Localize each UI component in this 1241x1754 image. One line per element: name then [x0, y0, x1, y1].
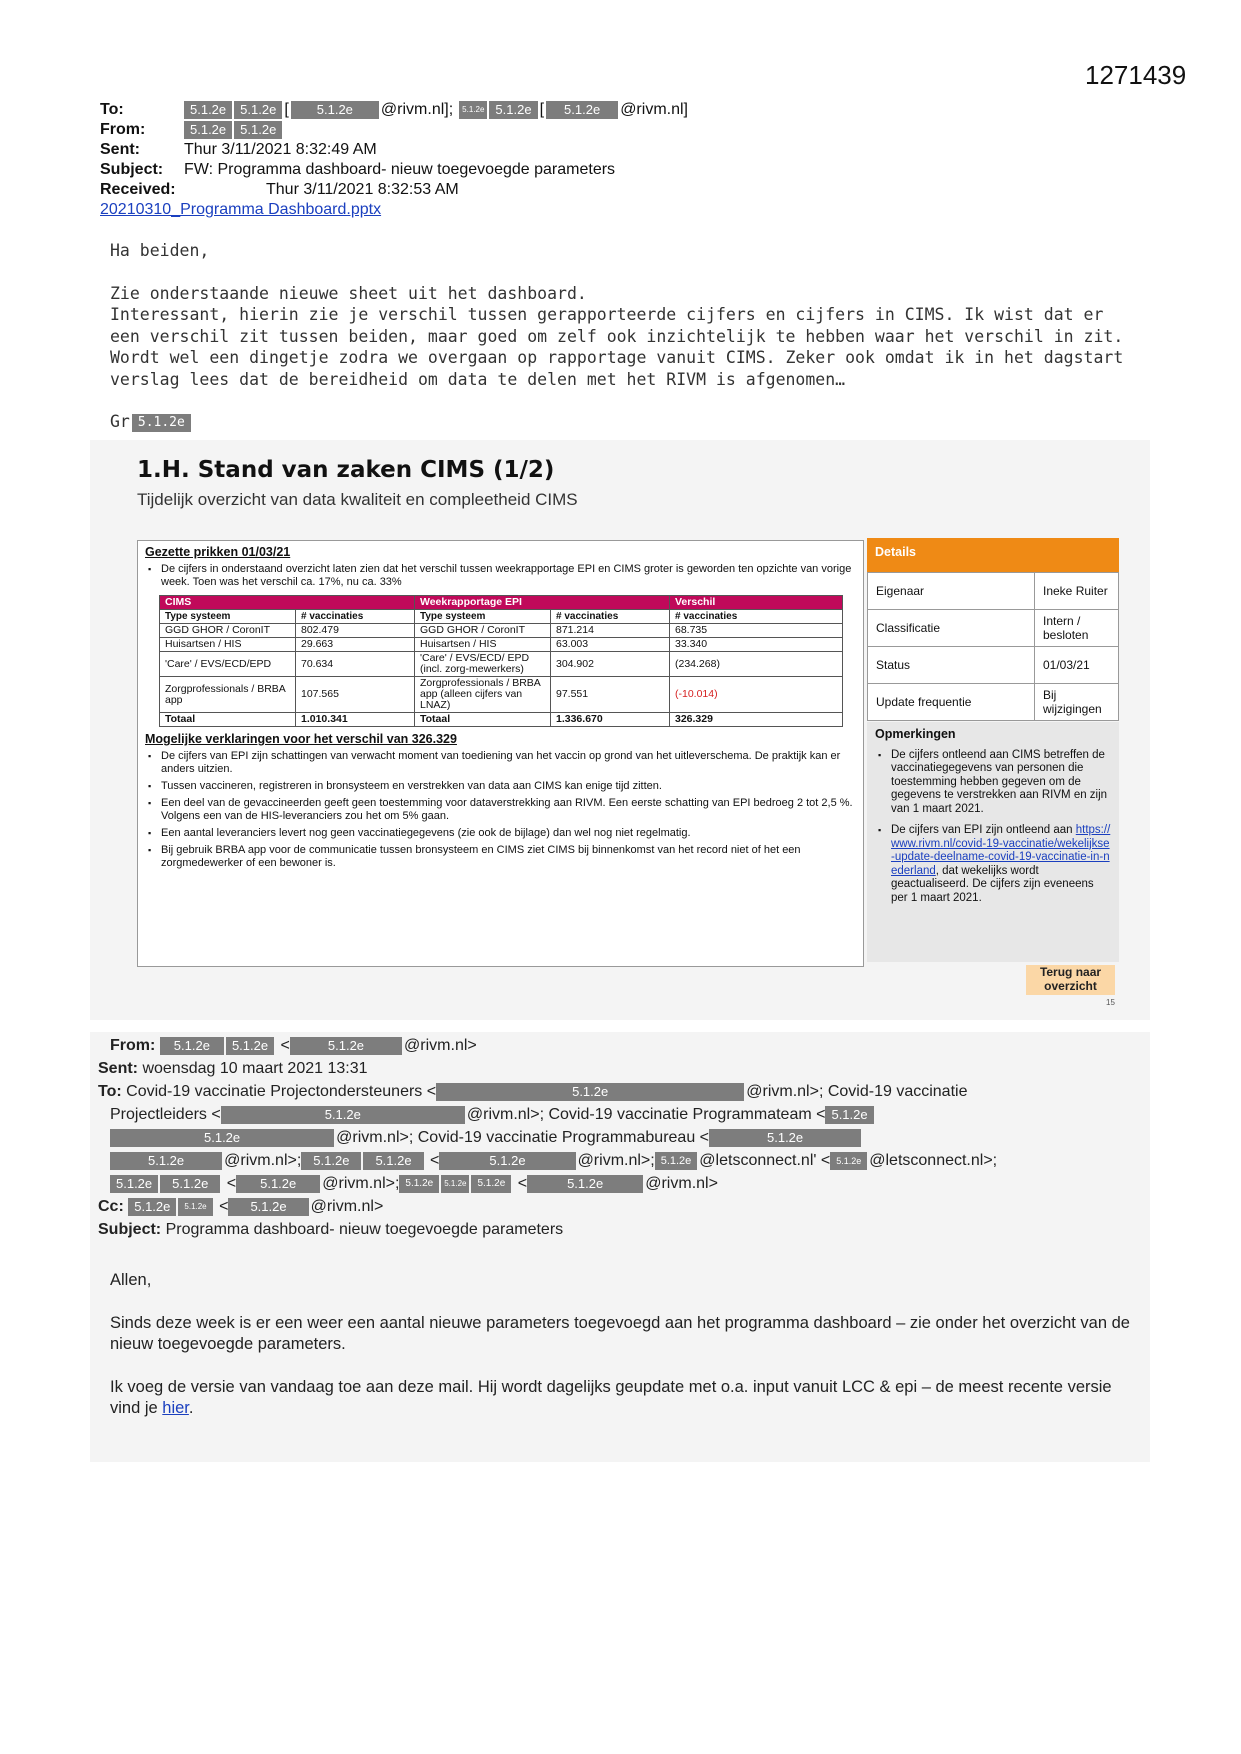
- details-panel: [867, 538, 1119, 721]
- details-value: Bij wijzigingen: [1035, 684, 1119, 721]
- slide-title: 1.H. Stand van zaken CIMS (1/2): [137, 457, 555, 483]
- table-row: [160, 624, 843, 638]
- redaction: 5.1.2e: [221, 1106, 465, 1124]
- redaction: 5.1.2e: [489, 101, 537, 119]
- table-cell: 'Care' / EVS/ECD/ EPD (incl. zorg-mewerkers): [415, 652, 551, 677]
- table-cell: 1.010.341: [296, 713, 415, 727]
- table-cell: 97.551: [551, 677, 670, 713]
- fwd-subject-label: Subject:: [98, 1221, 162, 1238]
- rivm-link[interactable]: https://www.rivm.nl/covid-19-vaccinatie/wekelijkse-update-deelname-covid-19-vaccinatie-in-nederland: [891, 824, 1111, 877]
- greeting: Allen,: [110, 1271, 152, 1289]
- details-row: [868, 573, 1119, 610]
- redaction: 5.1.2e: [228, 1198, 308, 1216]
- attachment-row: [100, 200, 688, 220]
- table-cell-negative: (-10.014): [670, 677, 843, 713]
- redaction: 5.1.2e: [655, 1152, 698, 1170]
- table-sub-header: Type systeem: [415, 610, 551, 624]
- redaction: 5.1.2e: [363, 1152, 423, 1170]
- redaction: 5.1.2e: [830, 1152, 867, 1170]
- subject-row: [100, 160, 688, 180]
- details-value: 01/03/21: [1035, 647, 1119, 684]
- explanation-bullet: ▪ Bij gebruik BRBA app voor de communicatie tussen bronsysteem en CIMS ziet CIMS bij binnenkomst van het record niet of het een zorgmedewerker of een bewoner is.: [145, 844, 856, 870]
- forwarded-header: From: 5.1.2e 5.1.2e < 5.1.2e @rivm.nl> Sent: woensdag 10 maart 2021 13:31 To: Covid-19 vaccinatie Projectondersteuners < 5.1.2e @rivm.nl>; Covid-19 vaccinatie Projectleiders < 5.1.2e @rivm.nl>; Covid-19 vaccinatie Programmateam < 5.1.2e 5.1.2e @rivm.nl>; Covid-19 vaccinatie Programmabureau < 5.1.2e 5.1.2e @rivm.nl>; 5.1.2e 5.1.2e < 5.1.2e @rivm.nl>; 5.1.2e @letsconnect.nl' < 5.1.2e @letsconnect.nl>; 5.1.2e 5.1.2e < 5.1.2e @rivm.nl>; 5.1.2e 5.1.2e 5.1.2e < 5.1.2e @rivm.nl> Cc: 5.1.2e 5.1.2e < 5.1.2e @rivm.nl> Subject: Programma dashboard- nieuw toegevoegde parameters: [98, 1034, 997, 1241]
- sent-value: Thur 3/11/2021 8:32:49 AM: [184, 141, 377, 158]
- redaction: 5.1.2e: [110, 1152, 222, 1170]
- body-paragraph: Sinds deze week is er een weer een aantal nieuwe parameters toegevoegd aan het programma dashboard – zie onder het overzicht van de nieuw toegevoegde parameters.: [110, 1313, 1130, 1353]
- details-value: Ineke Ruiter: [1035, 573, 1119, 610]
- table-cell: 326.329: [670, 713, 843, 727]
- from-row: [100, 120, 688, 140]
- body-paragraph: Zie onderstaande nieuwe sheet uit het dashboard.: [110, 283, 587, 303]
- details-row: [868, 610, 1119, 647]
- details-heading: Details: [867, 538, 1119, 572]
- redaction: 5.1.2e: [439, 1152, 575, 1170]
- explanation-bullet: ▪ Een deel van de gevaccineerden geeft geen toestemming voor dataverstrekking aan RIVM. Een eerste schatting van EPI bedroeg 2 tot 2,5 %. Volgens een van de HIS-leveranciers zou het om 5% gaan.: [145, 797, 856, 823]
- redaction: 5.1.2e: [160, 1175, 220, 1193]
- explanation-bullet: ▪ De cijfers van EPI zijn schattingen van verwacht moment van toediening van het vaccin op grond van het uitleverschema. De praktijk kan er anders uitzien.: [145, 750, 856, 776]
- to-address: @rivm.nl];: [380, 101, 454, 118]
- table-cell: Totaal: [415, 713, 551, 727]
- redaction: 5.1.2e: [110, 1129, 334, 1147]
- table-group-header: Verschil: [670, 596, 843, 610]
- redaction: 5.1.2e: [178, 1198, 212, 1216]
- terug-naar-overzicht-button[interactable]: Terug naar overzicht: [1026, 965, 1115, 995]
- redaction: 5.1.2e: [709, 1129, 861, 1147]
- redaction: 5.1.2e: [234, 101, 282, 119]
- table-cell: GGD GHOR / CoronIT: [160, 624, 296, 638]
- redaction: 5.1.2e: [184, 121, 232, 139]
- redaction: 5.1.2e: [527, 1175, 643, 1193]
- redaction: 5.1.2e: [184, 101, 232, 119]
- redaction: 5.1.2e: [226, 1037, 274, 1055]
- redaction: 5.1.2e: [234, 121, 282, 139]
- opmerkingen-panel: [867, 722, 1119, 962]
- fwd-from-label: From:: [110, 1037, 156, 1054]
- redaction: 5.1.2e: [459, 101, 487, 119]
- details-key: Status: [868, 647, 1035, 684]
- to-address: @rivm.nl]: [620, 101, 688, 118]
- details-value: Intern / besloten: [1035, 610, 1119, 647]
- received-row: [100, 180, 688, 200]
- fwd-subject-row: [98, 1218, 997, 1241]
- forwarded-body: [110, 1270, 1130, 1441]
- details-key: Eigenaar: [868, 573, 1035, 610]
- comparison-table: [159, 595, 843, 727]
- slide-subtitle: Tijdelijk overzicht van data kwaliteit en compleetheid CIMS: [137, 490, 578, 509]
- redaction: 5.1.2e: [110, 1175, 158, 1193]
- redaction: 5.1.2e: [290, 1037, 402, 1055]
- table-sub-header: # vaccinaties: [670, 610, 843, 624]
- table-cell: 304.902: [551, 652, 670, 677]
- attachment-link[interactable]: 20210310_Programma Dashboard.pptx: [100, 201, 382, 218]
- to-row: To: 5.1.2e 5.1.2e [ 5.1.2e @rivm.nl]; 5.1.2e 5.1.2e [ 5.1.2e @rivm.nl]: [100, 101, 688, 118]
- signoff: Gr 5.1.2e: [110, 411, 1130, 433]
- to-label: To:: [100, 101, 124, 118]
- fwd-cc-label: Cc:: [98, 1198, 124, 1215]
- details-key: Classificatie: [868, 610, 1035, 647]
- table-cell: 29.663: [296, 638, 415, 652]
- fwd-subject-value: Programma dashboard- nieuw toegevoegde parameters: [165, 1221, 564, 1238]
- fwd-from-row: From: 5.1.2e 5.1.2e < 5.1.2e @rivm.nl>: [98, 1034, 997, 1057]
- opmerkingen-heading: Opmerkingen: [875, 727, 956, 741]
- table-cell: Zorgprofessionals / BRBA app: [160, 677, 296, 713]
- table-cell: 802.479: [296, 624, 415, 638]
- redaction: 5.1.2e: [236, 1175, 320, 1193]
- redaction: 5.1.2e: [160, 1037, 224, 1055]
- redaction: 5.1.2e: [132, 414, 191, 432]
- table-cell: Totaal: [160, 713, 296, 727]
- explanation-bullet: ▪ Tussen vaccineren, registreren in bronsysteem en verstrekken van data aan CIMS kan enige tijd zitten.: [145, 780, 856, 793]
- redaction: 5.1.2e: [471, 1175, 511, 1193]
- table-group-header: CIMS: [160, 596, 415, 610]
- details-key: Update frequentie: [868, 684, 1035, 721]
- table-total-row: [160, 713, 843, 727]
- fwd-from-address: @rivm.nl>: [404, 1037, 477, 1054]
- redaction: 5.1.2e: [441, 1175, 469, 1193]
- redaction: 5.1.2e: [825, 1106, 873, 1124]
- table-group-header: Weekrapportage EPI: [415, 596, 670, 610]
- table-cell: 33.340: [670, 638, 843, 652]
- details-row: [868, 684, 1119, 721]
- table-row: [160, 652, 843, 677]
- fwd-sent-value: woensdag 10 maart 2021 13:31: [142, 1060, 368, 1077]
- redaction: 5.1.2e: [291, 101, 379, 119]
- received-value: Thur 3/11/2021 8:32:53 AM: [266, 181, 459, 198]
- table-sub-header: # vaccinaties: [296, 610, 415, 624]
- slide-page-number: 15: [1106, 998, 1115, 1007]
- from-label: From:: [100, 121, 146, 138]
- redaction: 5.1.2e: [128, 1198, 176, 1216]
- gezette-heading: Gezette prikken 01/03/21: [145, 545, 291, 559]
- opmerking-bullet: ▪ De cijfers van EPI zijn ontleend aan https://www.rivm.nl/covid-19-vaccinatie/wekelijkse-update-deelname-covid-19-vaccinatie-in-nederland, dat wekelijks wordt geactualiseerd. De cijfers zijn eveneens per 1 maart 2021.: [875, 824, 1111, 905]
- sent-label: Sent:: [100, 141, 140, 158]
- subject-label: Subject:: [100, 161, 164, 178]
- body-paragraph: Interessant, hierin zie je verschil tussen gerapporteerde cijfers en cijfers in CIMS. Ik wist dat er een verschil zit tussen beiden, maar goed om zelf ook inzichtelijk te hebben waar het verschil in zit.: [110, 305, 1124, 346]
- table-sub-header: Type systeem: [160, 610, 296, 624]
- table-cell: 63.003: [551, 638, 670, 652]
- hier-link[interactable]: hier: [162, 1399, 189, 1417]
- details-table: [867, 572, 1119, 721]
- subject-value: FW: Programma dashboard- nieuw toegevoegde parameters: [184, 161, 616, 178]
- fwd-to-row: To: Covid-19 vaccinatie Projectondersteuners < 5.1.2e @rivm.nl>; Covid-19 vaccinatie: [98, 1080, 997, 1103]
- table-cell: 70.634: [296, 652, 415, 677]
- sent-row: [100, 140, 688, 160]
- fwd-sent-row: [98, 1057, 997, 1080]
- table-row: [160, 677, 843, 713]
- table-cell: GGD GHOR / CoronIT: [415, 624, 551, 638]
- greeting: Ha beiden,: [110, 241, 210, 260]
- redaction: 5.1.2e: [301, 1152, 361, 1170]
- email-body: [110, 240, 1130, 433]
- verklaringen-heading: Mogelijke verklaringen voor het verschil van 326.329: [145, 732, 457, 746]
- fwd-to-label: To:: [98, 1083, 122, 1100]
- table-cell: 871.214: [551, 624, 670, 638]
- details-row: [868, 647, 1119, 684]
- table-cell: 107.565: [296, 677, 415, 713]
- explanation-bullet: ▪ Een aantal leveranciers levert nog geen vaccinatiegegevens (zie ook de bijlage) dan wel nog niet regelmatig.: [145, 827, 856, 840]
- slide-main-panel: [137, 540, 864, 967]
- document-number: 1271439: [1085, 60, 1187, 90]
- table-cell: Zorgprofessionals / BRBA app (alleen cijfers van LNAZ): [415, 677, 551, 713]
- fwd-cc-row: Cc: 5.1.2e 5.1.2e < 5.1.2e @rivm.nl>: [98, 1195, 997, 1218]
- redaction: 5.1.2e: [546, 101, 618, 119]
- redaction: 5.1.2e: [436, 1083, 744, 1101]
- table-cell: 1.336.670: [551, 713, 670, 727]
- opmerking-bullet: ▪ De cijfers ontleend aan CIMS betreffen de vaccinatiegegevens van personen die toestemming hebben gegeven om de gegevens te verstrekken aan RIVM en zijn van 1 maart 2021.: [875, 749, 1111, 817]
- body-paragraph: Wordt wel een dingetje zodra we overgaan op rapportage vanuit CIMS. Zeker ook omdat ik in het dagstart verslag lees dat de bereidheid om data te delen met het RIVM is afgenomen…: [110, 348, 1124, 389]
- table-cell: Huisartsen / HIS: [160, 638, 296, 652]
- intro-bullet: ▪ De cijfers in onderstaand overzicht laten zien dat het verschil tussen weekrapportage EPI en CIMS groter is geworden ten opzichte van vorige week. Toen was het verschil ca. 17%, nu ca. 33%: [145, 563, 856, 589]
- table-cell: 'Care' / EVS/ECD/EPD: [160, 652, 296, 677]
- table-sub-header: # vaccinaties: [551, 610, 670, 624]
- table-cell: 68.735: [670, 624, 843, 638]
- table-cell: Huisartsen / HIS: [415, 638, 551, 652]
- table-cell: (234.268): [670, 652, 843, 677]
- fwd-sent-label: Sent:: [98, 1060, 138, 1077]
- body-paragraph: Ik voeg de versie van vandaag toe aan deze mail. Hij wordt dagelijks geupdate met o.a. input vanuit LCC & epi – de meest recente versie vind je hier.: [110, 1377, 1112, 1417]
- received-label: Received:: [100, 181, 176, 198]
- redaction: 5.1.2e: [399, 1175, 439, 1193]
- email-header: [100, 100, 688, 220]
- table-row: [160, 638, 843, 652]
